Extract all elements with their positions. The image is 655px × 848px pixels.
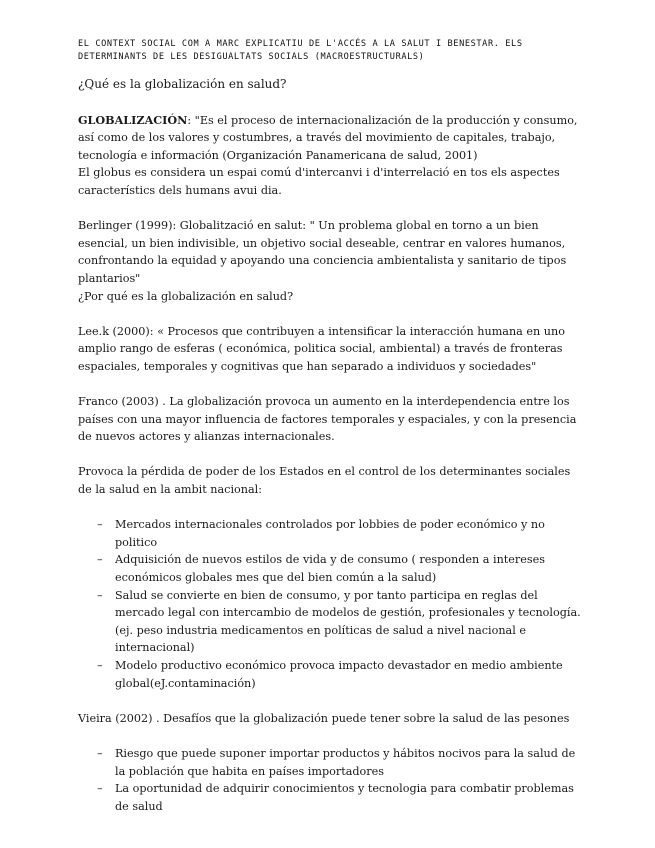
globalizacion-definition	[78, 112, 583, 165]
spacer	[78, 446, 583, 464]
header-line-2: DETERMINANTS DE LES DESIGUALTATS SOCIALS (MACROESTRUCTURALS)	[78, 52, 425, 62]
list-item: – Riesgo que puede suponer importar productos y hábitos nocivos para la salud de la población que habita en países importadores	[97, 746, 576, 778]
dash-bullet: –	[97, 659, 103, 672]
vieira-list	[78, 745, 583, 815]
spacer	[78, 727, 583, 745]
spacer	[78, 305, 583, 323]
globalizacion-definition-text: : "Es el proceso de internacionalización de la producción y consumo, así como de los valores y costumbres, a través del movimiento de capitales, trabajo, tecnología e información (Organización Panamericana de salud, 2001)	[78, 113, 578, 162]
list-item: – Salud se convierte en bien de consumo, y por tanto participa en reglas del mercado legal con intercambio de modelos de gestión, profesionales y tecnología. (ej. peso industria medicamentos en políticas de salud a nivel nacional e internacional)	[97, 588, 581, 655]
list-item: – Adquisición de nuevos estilos de vida y de consumo ( responden a intereses económicos globales mes que del bien común a la salud)	[97, 553, 545, 585]
provoca-intro: Provoca la pérdida de poder de los Estados en el control de los determinantes sociales de la salud en la ambit nacional:	[78, 465, 571, 497]
list-item: – Mercados internacionales controlados por lobbies de poder económico y no politico	[97, 518, 545, 549]
dash-bullet: –	[97, 588, 103, 602]
spacer	[78, 376, 583, 394]
dash-bullet: –	[97, 553, 103, 567]
list-item: – Modelo productivo económico provoca impacto devastador en medio ambiente global(eJ.contaminación)	[97, 659, 563, 690]
section-title: ¿Qué es la globalización en salud?	[78, 77, 287, 91]
dash-bullet: –	[97, 782, 103, 796]
spacer	[78, 499, 583, 517]
berlinger-question: ¿Por qué es la globalización en salud?	[78, 289, 294, 303]
dash-bullet: –	[97, 746, 103, 760]
document-header	[78, 38, 598, 64]
dash-bullet: –	[97, 518, 103, 532]
header-line-1: EL CONTEXT SOCIAL COM A MARC EXPLICATIU DE L'ACCÉS A LA SALUT I BENESTAR. ELS	[78, 39, 523, 49]
list-item: – La oportunidad de adquirir conocimientos y tecnologia para combatir problemas de salud	[97, 782, 574, 813]
globalizacion-term: GLOBALIZACIÓN	[78, 112, 188, 127]
franco-paragraph: Franco (2003) . La globalización provoca un aumento en la interdependencia entre los países con una mayor influencia de factores temporales y espaciales, y con la presencia de nuevos actores y alianzas internacionales.	[78, 395, 577, 444]
vieira-intro: Vieira (2002) . Desafíos que la globalización puede tener sobre la salud de las pesones	[78, 711, 570, 725]
document-body	[78, 76, 583, 815]
berlinger-paragraph: Berlinger (1999): Globalització en salut: " Un problema global en torno a un bien esencial, un bien indivisible, un objetivo social deseable, centrar en valores humanos, confrontando la equidad y apoyando una conciencia ambientalista y sanitario de tipos plantarios"	[78, 219, 567, 285]
spacer	[78, 200, 583, 218]
globalizacion-catalan: El globus es considera un espai comú d'intercanvi i d'interrelació en tos els aspectes característics dels humans avui dia.	[78, 166, 560, 197]
lee-paragraph: Lee.k (2000): « Procesos que contribuyen a intensificar la interacción humana en uno amplio rango de esferas ( económica, politica social, ambiental) a través de fronteras espaciales, temporales y cognitivas que han separado a individuos y sociedades"	[78, 324, 565, 373]
spacer	[78, 692, 583, 710]
provoca-list	[78, 516, 583, 692]
